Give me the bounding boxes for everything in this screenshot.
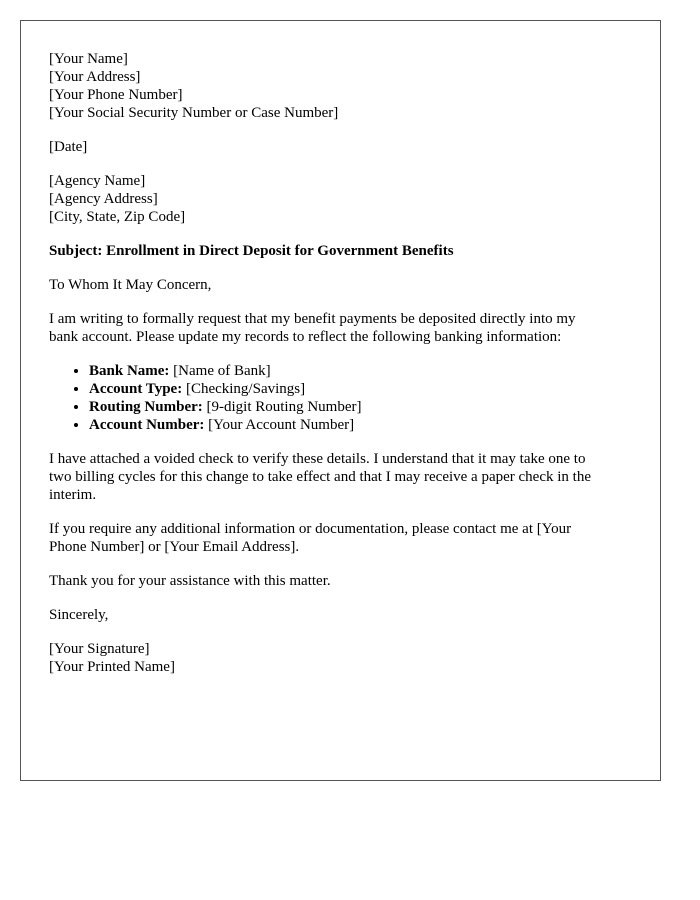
printed-name: [Your Printed Name] — [49, 659, 175, 675]
attachment-line-3: interim. — [49, 487, 97, 503]
agency-city-state-zip: [City, State, Zip Code] — [49, 209, 186, 225]
sender-name: [Your Name] — [49, 51, 128, 67]
contact-paragraph — [49, 520, 632, 556]
routing-number-label: Routing Number: — [89, 399, 203, 415]
routing-number-value: [9-digit Routing Number] — [202, 399, 362, 415]
contact-line-2: Phone Number] or [Your Email Address]. — [49, 539, 300, 555]
list-item-routing-number — [89, 398, 632, 416]
account-type-label: Account Type: — [89, 381, 183, 397]
sender-ssn-or-case: [Your Social Security Number or Case Number] — [49, 105, 339, 121]
salutation: To Whom It May Concern, — [49, 277, 212, 293]
contact-line-1: If you require any additional information or documentation, please contact me at [Your — [49, 521, 572, 537]
account-number-label: Account Number: — [89, 417, 205, 433]
agency-name: [Agency Name] — [49, 173, 146, 189]
bank-details-list — [49, 362, 632, 434]
signature-line: [Your Signature] — [49, 641, 150, 657]
letter-page — [20, 20, 661, 781]
attachment-paragraph — [49, 450, 632, 504]
intro-line-1: I am writing to formally request that my benefit payments be deposited directly into my — [49, 311, 576, 327]
attachment-line-1: I have attached a voided check to verify these details. I understand that it may take one to — [49, 451, 586, 467]
sender-block — [49, 50, 632, 122]
list-item-account-type — [89, 380, 632, 398]
list-item-account-number — [89, 416, 632, 434]
attachment-line-2: two billing cycles for this change to take effect and that I may receive a paper check in the — [49, 469, 591, 485]
recipient-block — [49, 172, 632, 226]
account-type-value: [Checking/Savings] — [182, 381, 306, 397]
bank-name-value: [Name of Bank] — [169, 363, 271, 379]
list-item-bank-name — [89, 362, 632, 380]
agency-address: [Agency Address] — [49, 191, 158, 207]
thanks-paragraph: Thank you for your assistance with this matter. — [49, 573, 331, 589]
intro-paragraph — [49, 310, 632, 346]
subject-line: Subject: Enrollment in Direct Deposit for Government Benefits — [49, 243, 454, 259]
date-block — [49, 138, 632, 156]
account-number-value: [Your Account Number] — [204, 417, 355, 433]
sender-address: [Your Address] — [49, 69, 141, 85]
sender-phone: [Your Phone Number] — [49, 87, 183, 103]
closing: Sincerely, — [49, 607, 109, 623]
bank-name-label: Bank Name: — [89, 363, 170, 379]
signature-block — [49, 640, 632, 676]
letter-date: [Date] — [49, 139, 88, 155]
intro-line-2: bank account. Please update my records to reflect the following banking information: — [49, 329, 562, 345]
